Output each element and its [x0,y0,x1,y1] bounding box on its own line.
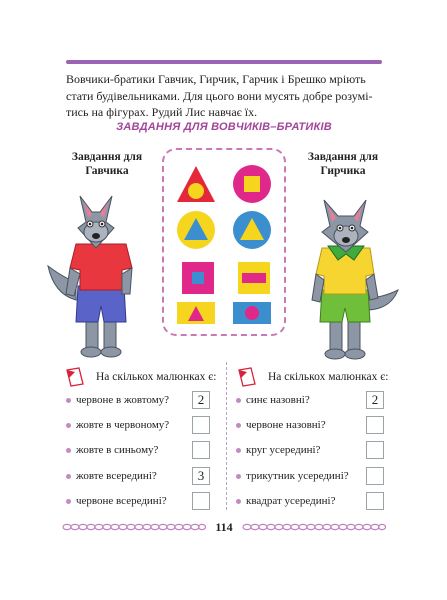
bullet-icon [236,423,241,428]
figures-panel [162,148,286,336]
yellow-rectangle-with-magenta-triangle [176,292,216,332]
right-question-3 [236,444,320,456]
bullet-icon [236,398,241,403]
intro-line-1: Вовчики-братики Гавчик, Гирчик, Гарчик і Брешко мріють [66,72,366,86]
page-number: 114 [215,520,233,534]
right-answer-box-4[interactable] [366,467,384,485]
right-question-4 [236,470,349,482]
intro-line-3: тись на фігурах. Рудий Лис навчає їх. [66,105,258,119]
question-text: жовте в синьому? [76,444,159,456]
bullet-icon [66,448,71,453]
question-text: квадрат усередині? [246,495,336,507]
question-text: жовте в червоному? [76,419,170,431]
left-question-1 [66,394,169,406]
question-text: трикутник усередині? [246,470,349,482]
pencil-page-icon [64,366,86,388]
right-answer-box-2[interactable] [366,416,384,434]
left-task-label [64,150,150,178]
right-answer-box-1[interactable]: 2 [366,391,384,409]
questions-divider [226,362,227,510]
intro-line-2: стати будівельниками. Для цього вони мусять добре розумі- [66,88,373,103]
bullet-icon [66,398,71,403]
left-answer-box-3[interactable] [192,441,210,459]
right-task-label [300,150,386,178]
question-text: жовте всередині? [76,470,157,482]
wolf-hyrchyk-illustration [300,190,400,362]
question-text: червоне всередині? [76,495,167,507]
left-task-label-line-2: Гавчика [85,165,129,177]
right-answer-box-3[interactable] [366,441,384,459]
bullet-icon [66,423,71,428]
bottom-right-ornament [242,522,386,532]
section-heading: ЗАВДАННЯ ДЛЯ ВОВЧИКІВ–БРАТИКІВ [116,121,332,133]
right-task-label-line-2: Гирчика [320,165,366,177]
right-task-label-line-1: Завдання для [307,151,379,163]
question-text: червоне в жовтому? [76,394,170,406]
right-question-1 [236,394,310,406]
magenta-circle-with-yellow-square [232,164,272,204]
question-text: червоне назовні? [246,419,326,431]
right-answer-box-5[interactable] [366,492,384,510]
left-answer-box-4[interactable]: 3 [192,467,210,485]
top-divider [66,60,382,64]
left-task-label-line-1: Завдання для [71,151,143,163]
question-text: круг усередині? [246,444,321,456]
bullet-icon [236,474,241,479]
yellow-circle-with-blue-triangle [176,210,216,250]
bullet-icon [66,474,71,479]
pencil-page-icon [236,366,258,388]
bullet-icon [236,499,241,504]
red-triangle-with-yellow-circle [176,164,216,204]
right-question-5 [236,495,335,507]
blue-circle-with-yellow-triangle [232,210,272,250]
intro-text [66,71,386,121]
question-text: синє назовні? [246,394,310,406]
right-question-2 [236,419,326,431]
blue-rectangle-with-magenta-circle [232,292,272,332]
wolf-gavchyk-illustration [46,182,150,362]
left-question-2 [66,419,169,431]
left-answer-box-1[interactable]: 2 [192,391,210,409]
left-question-4 [66,470,157,482]
left-question-3 [66,444,158,456]
right-questions-header [236,366,388,388]
right-questions-title: На скількох малюнках є: [268,371,389,383]
left-questions-title: На скількох малюнках є: [96,371,217,383]
left-answer-box-2[interactable] [192,416,210,434]
left-question-5 [66,495,167,507]
bottom-left-ornament [62,522,206,532]
left-questions-header [64,366,216,388]
bullet-icon [66,499,71,504]
left-answer-box-5[interactable] [192,492,210,510]
bullet-icon [236,448,241,453]
